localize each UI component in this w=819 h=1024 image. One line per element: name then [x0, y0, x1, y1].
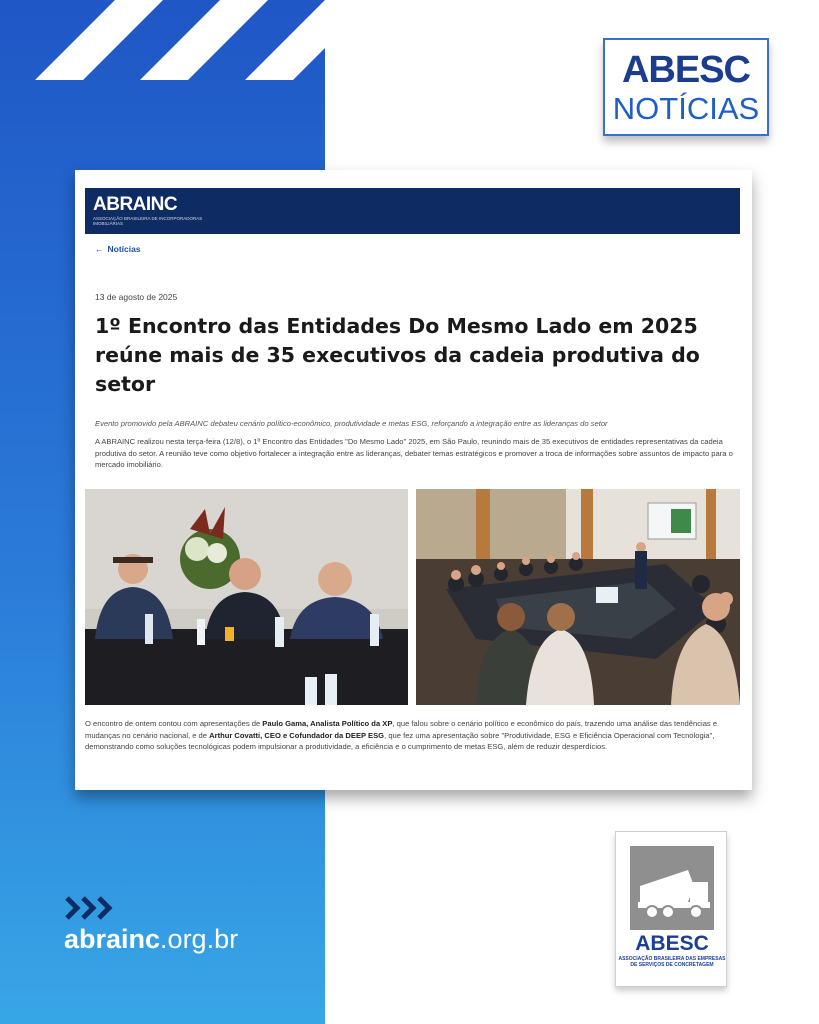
concrete-truck-icon — [630, 846, 714, 930]
p2-bold-1: Paulo Gama, Analista Político da XP — [262, 719, 393, 728]
arrow-left-icon: ← — [95, 244, 104, 254]
abesc-noticias-badge — [603, 38, 769, 136]
abrainc-logo[interactable] — [93, 194, 213, 228]
article-card — [75, 170, 752, 790]
abesc-wordmark: ABESC — [635, 932, 709, 955]
chevrons-right-icon — [64, 896, 118, 920]
site-rest: .org.br — [160, 924, 239, 954]
p2-text-3: , que fez uma apresentação sobre "Produtividade, ESG e Eficiência Operacional com Tecnologia", demonstrando como soluções tecnológicas podem impulsionar a produtividade, a eficiência e o cumprimento de metas ESG, além de reduzir desperdícios. — [85, 730, 715, 752]
logo-sub: ASSOCIAÇÃO BRASILEIRA DE INCORPORADORAS IMOBILIÁRIAS — [93, 216, 203, 226]
article-paragraph-2 — [85, 718, 740, 753]
logo-main: ABRAINC — [93, 194, 178, 215]
p2-bold-2: Arthur Covatti, CEO e Cofundador da DEEP ESG — [209, 730, 385, 740]
article-date: 13 de agosto de 2025 — [95, 292, 178, 302]
p2-text-1: O encontro de ontem contou com apresentações de — [85, 719, 263, 728]
badge-line2: NOTÍCIAS — [612, 91, 760, 126]
article-title: 1º Encontro das Entidades Do Mesmo Lado em 2025 reúne mais de 35 executivos da cadeia produtiva do setor — [95, 314, 700, 396]
abesc-subtitle: ASSOCIAÇÃO BRASILEIRA DAS EMPRESAS DE SERVIÇOS DE CONCRETAGEM — [618, 956, 726, 968]
abesc-logo — [615, 831, 727, 987]
photo-executives — [85, 489, 408, 705]
badge-line1: ABESC — [621, 49, 751, 91]
article-paragraph-1: A ABRAINC realizou nesta terça-feira (12/8), o 1º Encontro das Entidades "Do Mesmo Lado" 2025, em São Paulo, reunindo mais de 35 executivos de entidades representativas da cadeia produtiva do setor. A reunião teve como objetivo fortalecer a integração entre as lideranças, debater temas estratégicos e promover a troca de informações sobre assuntos de impacto para o mercado imobiliário. — [95, 437, 733, 469]
diagonal-stripes — [0, 0, 330, 80]
back-to-news-link[interactable] — [95, 244, 141, 254]
photo-meeting-room — [416, 489, 740, 705]
article-lead: Evento promovido pela ABRAINC debateu cenário político-econômico, produtividade e metas ESG, reforçando a integração entre as lideranças do setor — [95, 419, 608, 428]
website-url[interactable] — [64, 924, 238, 955]
back-label: Notícias — [107, 244, 141, 254]
site-header — [85, 188, 740, 234]
p2-text-2: , que falou sobre o cenário político e econômico do país, trazendo uma análise das tendências e mudanças no cenário nacional, e de — [85, 719, 718, 740]
site-bold: abrainc — [64, 924, 161, 954]
